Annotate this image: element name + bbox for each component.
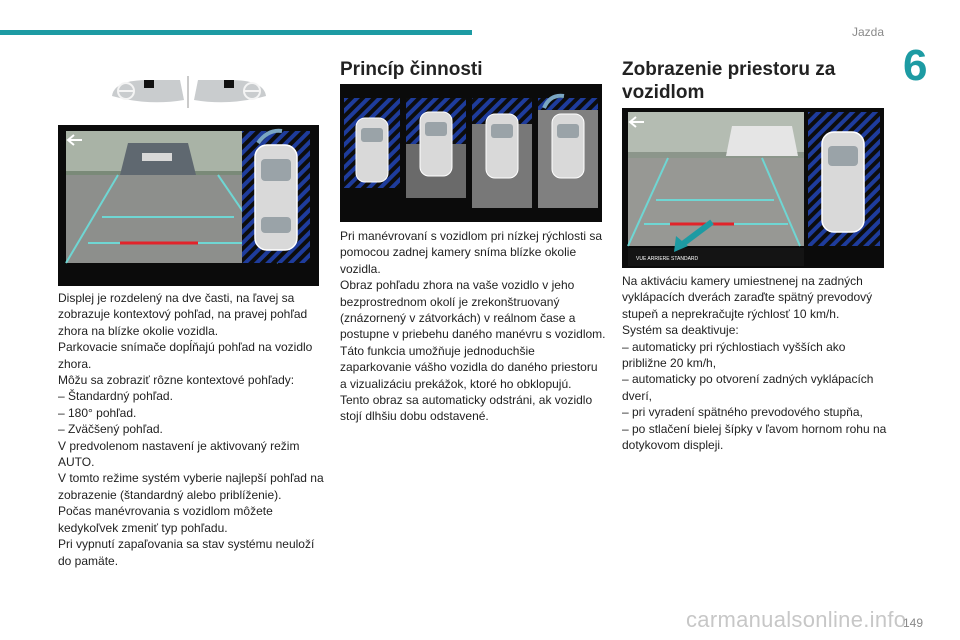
paragraph: Pri manévrovaní s vozidlom pri nízkej rýchlosti sa pomocou zadnej kamery sníma blízke okolie vozidla. <box>340 229 603 276</box>
list-item: – automaticky po otvorení zadných vyklápacích dverí, <box>622 372 874 403</box>
list-item: – Zväčšený pohľad. <box>58 422 163 437</box>
list-item: – Štandardný pohľad. <box>58 389 173 404</box>
paragraph: Displej je rozdelený na dve časti, na ľavej sa zobrazuje kontextový pohľad, na pravej pohľad zhora na blízke okolie vozidla. <box>58 291 308 338</box>
paragraph: Pri vypnutí zapaľovania sa stav systému neuloží do pamäte. <box>58 537 315 568</box>
rear-view-display-figure <box>622 108 884 268</box>
right-column-text <box>622 273 888 453</box>
principle-sequence-figure <box>340 84 602 222</box>
section-title: Jazda <box>852 25 885 39</box>
split-screen-camera-figure <box>58 125 319 286</box>
list-item: – automaticky pri rýchlostiach vyšších ako približne 20 km/h, <box>622 339 846 371</box>
step-frame-4 <box>538 96 598 208</box>
paragraph: Počas manévrovania s vozidlom môžete kedykoľvek zmeniť typ pohľadu. <box>58 504 273 535</box>
paragraph: Môžu sa zobraziť rôzne kontextové pohľady: <box>58 373 295 388</box>
list-item: – pri vyradení spätného prevodového stupňa, <box>622 405 863 420</box>
heading-rear-view: Zobrazenie priestoru za vozidlom <box>622 59 836 103</box>
left-column-text <box>58 290 324 569</box>
paragraph: Parkovacie snímače dopĺňajú pohľad na vozidlo zhora. <box>58 340 313 371</box>
paragraph: Systém sa deaktivuje: <box>622 323 739 338</box>
paragraph: V tomto režime systém vyberie najlepší pohľad na zobrazenie (štandardný alebo priblíženie). <box>58 471 324 502</box>
view-label: VUE ARRIERE STANDARD <box>636 256 699 262</box>
watermark: carmanualsonline.info <box>686 607 907 632</box>
mirror-left-icon <box>112 80 184 102</box>
top-down-view <box>808 112 880 246</box>
step-frame-1 <box>344 98 400 188</box>
paragraph: Obraz pohľadu zhora na vaše vozidlo v jeho bezprostrednom okolí je zrekonštruovaný (znázornený v zátvorkách) v reálnom čase a postupne v priebehu daného manévru s vozidlom. <box>340 278 606 342</box>
chapter-number: 6 <box>903 41 928 90</box>
mirror-icons-figure <box>108 74 270 110</box>
paragraph: Na aktiváciu kamery umiestnenej na zadných vyklápacích dverách zaraďte spätný prevodový stupeň a neprekračujte rýchlosť 10 km/h. <box>622 274 873 321</box>
paragraph: V predvolenom nastavení je aktivovaný režim AUTO. <box>58 438 300 470</box>
step-frame-3 <box>472 98 532 208</box>
header-accent-bar <box>0 30 472 35</box>
page-number: 149 <box>903 616 924 630</box>
rear-camera-view <box>628 112 804 246</box>
paragraph: Tento obraz sa automaticky odstráni, ak vozidlo stojí dlhšiu dobu odstavené. <box>340 393 593 424</box>
paragraph: Táto funkcia umožňuje jednoduchšie zaparkovanie vášho vozidla do daného priestoru a vizualizáciu prekážok, ktoré ho obklopujú. <box>340 343 598 391</box>
list-item: – 180° pohľad. <box>58 405 137 420</box>
middle-column-text <box>340 228 606 425</box>
heading-principle: Princíp činnosti <box>340 59 483 80</box>
mirror-right-icon <box>194 80 266 102</box>
step-frame-2 <box>406 98 466 198</box>
list-item: – po stlačení bielej šípky v ľavom hornom rohu na dotykovom displeji. <box>622 421 887 453</box>
top-down-view <box>242 131 310 263</box>
